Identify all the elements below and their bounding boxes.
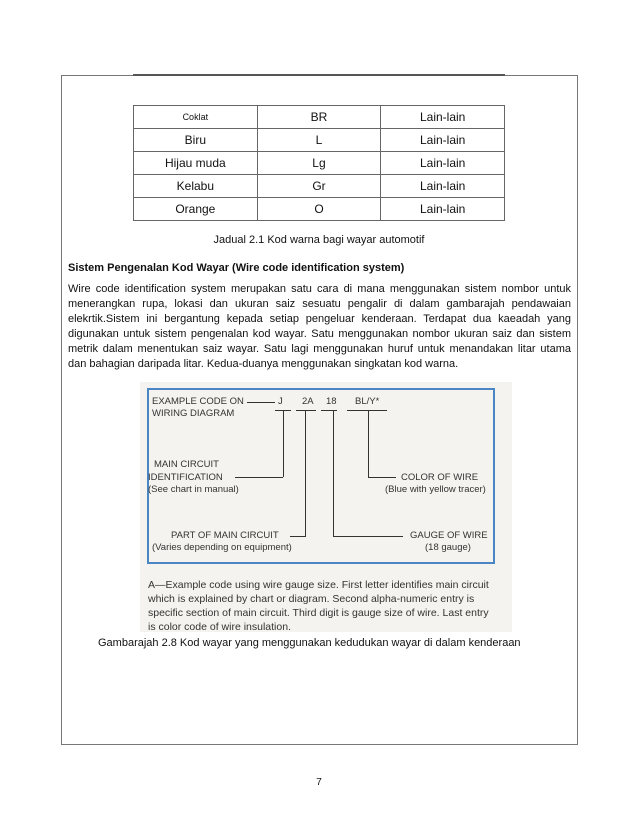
leader-line (333, 410, 334, 536)
label: (18 gauge) (425, 542, 471, 553)
wire-code-figure (140, 382, 512, 632)
code-part: J (278, 396, 283, 407)
underline (296, 410, 316, 411)
leader-line (305, 410, 306, 536)
figure-inner-caption: A—Example code using wire gauge size. First letter identifies main circuit which is explained by chart or diagram. Second alpha-numeric entry is specific section of main circuit. Third digit is gauge size of wire. Last entry is color code of wire insulation. (148, 579, 489, 633)
table-cell: O (257, 198, 381, 221)
table-cell: Orange (134, 198, 258, 221)
label: PART OF MAIN CIRCUIT (171, 530, 279, 541)
code-part: 18 (326, 396, 337, 407)
table-row (134, 152, 505, 175)
leader-line (247, 402, 275, 403)
table-cell: Lain-lain (381, 129, 505, 152)
table-caption: Jadual 2.1 Kod warna bagi wayar automotif (213, 234, 425, 246)
table-row (134, 198, 505, 221)
label: MAIN CIRCUIT (154, 459, 219, 470)
table-cell: Lain-lain (381, 175, 505, 198)
table-cell: Lain-lain (381, 198, 505, 221)
table-row (134, 129, 505, 152)
underline (347, 410, 387, 411)
table-cell: Kelabu (134, 175, 258, 198)
table-cell: Lain-lain (381, 152, 505, 175)
divider (133, 74, 505, 76)
label: COLOR OF WIRE (401, 472, 479, 483)
body-paragraph: Wire code identification system merupakan satu cara di mana menggunakan sistem nombor untuk menerangkan rupa, lokasi dan ukuran saiz sesuatu pengalir di dalam gambarajah pendawaian elekrtik.Sistem ini bergantung kepada setiap pengeluar kenderaan. Terdapat dua kaeadah yang digunakan untuk sistem pengenalan kod wayar. Satu menggunakan nombor ukuran saiz dan sistem metrik dalam menentukan saiz wayar. Satu lagi menggunakan huruf untuk menandakan litar utama dan bahagian daripada litar. Kedua-duanya menggunakan singkatan kod warna. (68, 283, 571, 370)
leader-line (368, 477, 396, 478)
table-cell: BR (257, 106, 381, 129)
table-cell: L (257, 129, 381, 152)
code-part: 2A (302, 396, 314, 407)
example-label: WIRING DIAGRAM (152, 408, 235, 419)
table-cell: Lain-lain (381, 106, 505, 129)
label: IDENTIFICATION (148, 472, 223, 483)
leader-line (283, 410, 284, 477)
table-cell: Hijau muda (134, 152, 258, 175)
color-code-table (133, 105, 505, 221)
leader-line (368, 410, 369, 477)
label: (See chart in manual) (148, 484, 239, 495)
label: (Varies depending on equipment) (152, 542, 292, 553)
table-cell: Coklat (134, 106, 258, 129)
figure-caption: Gambarajah 2.8 Kod wayar yang menggunakan kedudukan wayar di dalam kenderaan (98, 637, 521, 649)
section-heading: Sistem Pengenalan Kod Wayar (Wire code identification system) (68, 262, 405, 274)
leader-line (290, 536, 306, 537)
label: GAUGE OF WIRE (410, 530, 488, 541)
label: (Blue with yellow tracer) (385, 484, 486, 495)
table-cell: Gr (257, 175, 381, 198)
table-row (134, 175, 505, 198)
code-part: BL/Y* (355, 396, 380, 407)
page-number: 7 (316, 777, 322, 788)
example-label: EXAMPLE CODE ON (152, 396, 244, 407)
table-cell: Lg (257, 152, 381, 175)
leader-line (235, 477, 283, 478)
table-row (134, 106, 505, 129)
table-cell: Biru (134, 129, 258, 152)
underline (321, 410, 337, 411)
leader-line (333, 536, 403, 537)
